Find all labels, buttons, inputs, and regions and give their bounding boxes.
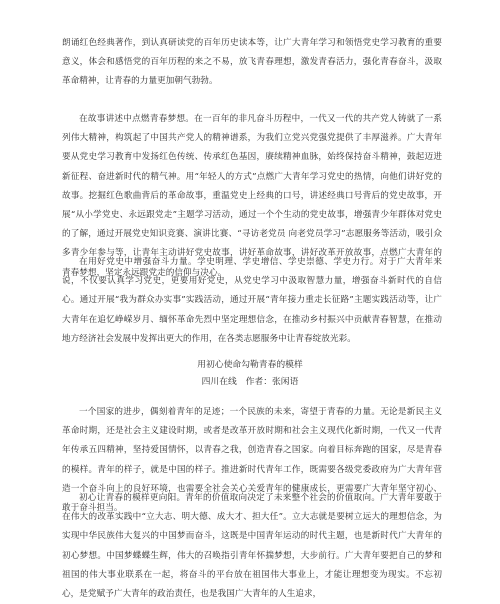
article1-paragraph-3: 在用好党史中增强奋斗力量。学史明理、学史增信、学史崇德、学史力行。对于广大青年来说，不仅要认真学习党史，更要用好党史，从党史学习中汲取智慧力量，增强奋斗新时代的自信心。通过开展“我为群众办实事”实践活动，通过开展“青年接力重走长征路”主题实践活动等，让广大青年在追忆峥嵘岁月、缅怀革命先烈中坚定理想信念，在推动乡村振兴中贡献青春智慧，在推动地方经济社会发展中发挥出更大的作用，在各类志愿服务中让青春绽放光彩。 [62, 257, 442, 344]
article2-paragraph-2: 初心让青春的模样更向阳。青年的价值取向决定了未来整个社会的价值取向。广大青年要敢于在伟大的改革实践中“立大志、明大德、成大才、担大任”。立大志就是要树立远大的理想信念，为实现中华民族伟大复兴的中国梦而奋斗，这既是中国青年运动的时代主题，也是新时代广大青年的初心梦想。中国梦蝶蝶生辉，伟大的召唤指引青年怀揣梦想，大步前行。广大青年要把自己的梦和祖国的伟大事业联系在一起，将奋斗的平台放在祖国伟大事业上，才能让理想变为现实。不忘初心，是党赋予广大青年的政治责任，也是我国广大青年的人生追求， [62, 493, 442, 600]
article1-paragraph-1: 朗诵红色经典著作，到认真研读党的百年历史读本等，让广大青年学习和领悟党史学习教育的重要意义，体会和感悟党的百年历程的来之不易，放飞青春理想，激发青春活力，强化青春奋斗，汲取革命精神，让青春的力量更加朝气勃勃。 [62, 38, 442, 87]
article-byline: 四川在线 作者：张闲语 [201, 377, 299, 387]
article2-paragraph-1: 一个国家的进步，偶刻着青年的足迹；一个民族的未来，寄望于青春的力量。无论是新民主义革命时期，还是社会主义建设时期，或者是改革开放时期和社会主义现代化新时期，一代又一代青年传承五四精神，坚持爱国情怀，以青春之我，创造青春之国家。向着目标奔跑的国家，尽是青春的模样。青年的样子，就是中国的样子。推进新时代青年工作，既需要各级党委政府为广大青年营造一个奋斗向上的良好环境，也需要全社会关心关爱青年的健康成长，更需要广大青年坚守初心、敢于奋斗担当。 [62, 407, 442, 514]
article-title: 用初心使命勾勒青春的模样 [197, 360, 303, 370]
article1-paragraph-2: 在故事讲述中点燃青春梦想。在一百年的非凡奋斗历程中，一代又一代的共产党人铸就了一系列伟大精神，构筑起了中国共产党人的精神谱系，为我们立党兴党强党提供了丰厚滋养。广大青年要从党史学习教育中发扬红色传统、传承红色基因，赓续精神血脉，始终保持奋斗精神，鼓起迈进新征程、奋进新时代的精气神。用“年轻人的方式”点燃广大青年学习党史的热情，向他们讲好党的故事。挖掘红色歌曲背后的革命故事，重温党史上经典的口号，讲述经典口号背后的党史故事，开展“从小学党史、永远跟党走”主题学习活动，通过一个个生动的党史故事，增强青少年群体对党史的了解，通过开展党史知识竞赛、演讲比赛、“寻访老党员 向老党员学习”志愿服务等活动，吸引众多青少年参与等，让青年主动讲好党史故事，讲好革命故事，讲好改革开放故事，点燃广大青年的青春梦想，坚定永远跟党走的信仰与决心。 [62, 114, 442, 278]
